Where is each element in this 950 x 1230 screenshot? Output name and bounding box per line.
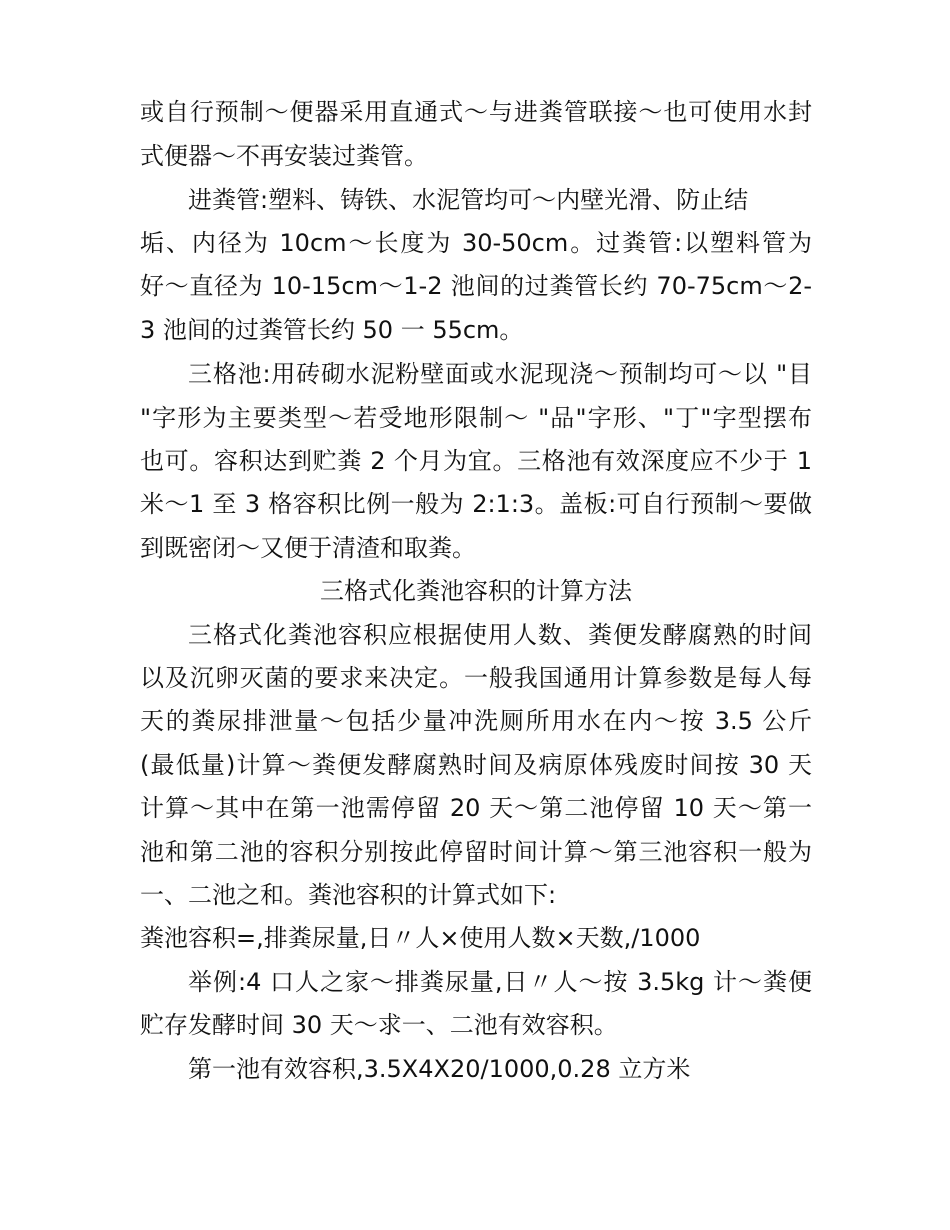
text-line-6: 3 池间的过粪管长约 50 一 55cm。 <box>140 316 524 344</box>
formula-line: 粪池容积=,排粪尿量,日〃人×使用人数×天数,/1000 <box>140 924 701 952</box>
text-line-21: 举例:4 口人之家～排粪尿量,日〃人～按 3.5kg 计～粪便 <box>188 968 812 996</box>
text-line-19: 一、二池之和。粪池容积的计算式如下: <box>140 881 557 909</box>
text-line-5: 好～直径为 10-15cm～1-2 池间的过粪管长约 70-75cm～2- <box>140 272 812 300</box>
text-line-4: 垢、内径为 10cm～长度为 30-50cm。过粪管:以塑料管为 <box>140 229 812 257</box>
text-line-17: 计算～其中在第一池需停留 20 天～第二池停留 10 天～第一 <box>140 794 812 822</box>
text-line-8: "字形为主要类型～若受地形限制～ "品"字形、"丁"字型摆布 <box>140 404 812 432</box>
text-line-22: 贮存发酵时间 30 天～求一、二池有效容积。 <box>140 1011 618 1039</box>
text-line-7: 三格池:用砖砌水泥粉壁面或水泥现浇～预制均可～以 "目 <box>188 360 812 388</box>
text-line-9: 也可。容积达到贮粪 2 个月为宜。三格池有效深度应不少于 1 <box>140 447 812 475</box>
text-line-23: 第一池有效容积,3.5X4X20/1000,0.28 立方米 <box>188 1055 691 1083</box>
text-line-14: 以及沉卵灭菌的要求来决定。一般我国通用计算参数是每人每 <box>140 664 812 692</box>
text-line-3: 进粪管:塑料、铸铁、水泥管均可～内壁光滑、防止结 <box>188 186 749 214</box>
text-line-10: 米～1 至 3 格容积比例一般为 2:1:3。盖板:可自行预制～要做 <box>140 490 812 518</box>
text-line-2: 式便器～不再安装过粪管。 <box>140 142 428 170</box>
text-line-16: (最低量)计算～粪便发酵腐熟时间及病原体残废时间按 30 天 <box>140 751 812 779</box>
text-line-1: 或自行预制～便器采用直通式～与进粪管联接～也可使用水封 <box>140 98 812 126</box>
text-line-18: 池和第二池的容积分别按此停留时间计算～第三池容积一般为 <box>140 838 812 866</box>
text-line-13: 三格式化粪池容积应根据使用人数、粪便发酵腐熟的时间 <box>188 621 812 649</box>
text-line-15: 天的粪尿排泄量～包括少量冲洗厕所用水在内～按 3.5 公斤 <box>140 707 812 735</box>
text-line-11: 到既密闭～又便于清渣和取粪。 <box>140 534 476 562</box>
section-heading: 三格式化粪池容积的计算方法 <box>320 577 632 605</box>
